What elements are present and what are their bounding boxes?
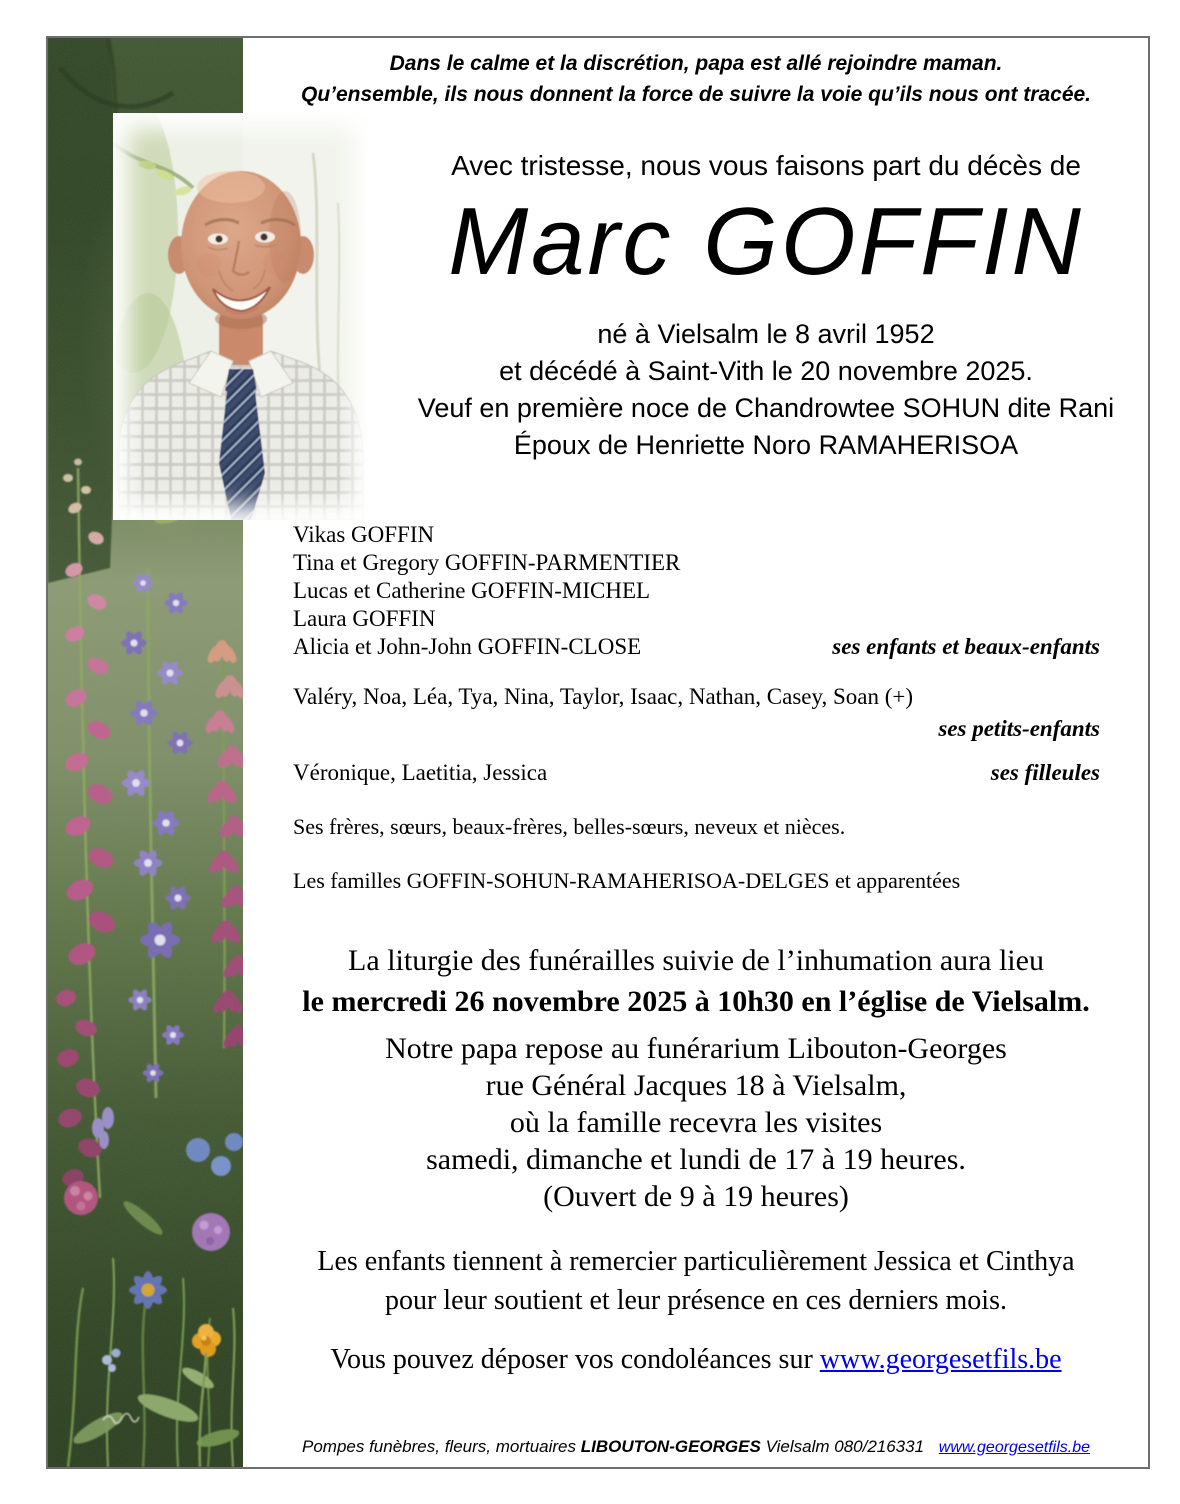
goddaughters-names: Véronique, Laetitia, Jessica	[293, 760, 548, 785]
visitation-line-3: où la famille recevra les visites	[509, 1106, 883, 1139]
grandchildren-block	[293, 684, 1100, 742]
visitation-line-4: samedi, dimanche et lundi de 17 à 19 heures.	[426, 1143, 966, 1176]
footer-line	[240, 1437, 1152, 1457]
goddaughters-block	[293, 760, 1100, 786]
child-name: Alicia et John-John GOFFIN-CLOSE	[293, 634, 642, 659]
visitation-line-2: rue Général Jacques 18 à Vielsalm,	[485, 1069, 907, 1102]
footer-link[interactable]: www.georgesetfils.be	[938, 1439, 1090, 1456]
siblings-line: Ses frères, sœurs, beaux-frères, belles-sœurs, neveux et nièces.	[293, 814, 846, 839]
birth-line: né à Vielsalm le 8 avril 1952	[597, 319, 935, 349]
children-list	[293, 521, 1100, 661]
ceremony-block	[240, 940, 1152, 1022]
list-item	[293, 633, 1100, 661]
thanks-block	[240, 1242, 1152, 1320]
spouse-line: Époux de Henriette Noro RAMAHERISOA	[513, 430, 1019, 460]
vital-dates	[380, 316, 1152, 464]
portrait-svg	[113, 113, 368, 520]
visitation-line-5: (Ouvert de 9 à 19 heures)	[543, 1180, 849, 1213]
quote-line-2: Qu’ensemble, ils nous donnent la force de suivre la voie qu’ils nous ont tracée.	[300, 83, 1092, 106]
families-line: Les familles GOFFIN-SOHUN-RAMAHERISOA-DELGES et apparentées	[293, 868, 961, 893]
grandchildren-names: Valéry, Noa, Léa, Tya, Nina, Taylor, Isaac, Nathan, Casey, Soan (+)	[293, 684, 914, 709]
thanks-line-2: pour leur soutient et leur présence en ces derniers mois.	[384, 1285, 1007, 1316]
condolences-text: Vous pouvez déposer vos condoléances sur	[330, 1344, 813, 1375]
list-item: Vikas GOFFIN	[293, 522, 435, 547]
list-item: Tina et Gregory GOFFIN-PARMENTIER	[293, 550, 681, 575]
ceremony-line-2: le mercredi 26 novembre 2025 à 10h30 en l’église de Vielsalm.	[302, 985, 1090, 1018]
death-line: et décédé à Saint-Vith le 20 novembre 2025.	[499, 356, 1033, 386]
opening-quote	[240, 48, 1152, 110]
ceremony-line-1: La liturgie des funérailles suivie de l’inhumation aura lieu	[348, 944, 1044, 977]
visitation-line-1: Notre papa repose au funérarium Libouton-Georges	[385, 1032, 1007, 1065]
footer-brand: LIBOUTON-GEORGES	[580, 1437, 761, 1456]
footer-contact: Vielsalm 080/216331	[765, 1437, 925, 1456]
grandchildren-label: ses petits-enfants	[938, 716, 1100, 741]
thanks-line-1: Les enfants tiennent à remercier particulièrement Jessica et Cinthya	[317, 1246, 1075, 1277]
goddaughters-label: ses filleules	[990, 760, 1100, 785]
list-item: Lucas et Catherine GOFFIN-MICHEL	[293, 578, 651, 603]
visitation-block	[240, 1030, 1152, 1215]
widower-line: Veuf en première noce de Chandrowtee SOHUN dite Rani	[417, 393, 1115, 423]
condolences-link[interactable]: www.georgesetfils.be	[819, 1344, 1062, 1375]
quote-line-1: Dans le calme et la discrétion, papa est allé rejoindre maman.	[389, 52, 1003, 75]
condolences-line	[240, 1344, 1152, 1376]
intro-text: Avec tristesse, nous vous faisons part du décès de	[451, 150, 1081, 181]
children-label: ses enfants et beaux-enfants	[832, 634, 1100, 659]
footer-prefix: Pompes funèbres, fleurs, mortuaires	[302, 1437, 577, 1456]
deceased-name: Marc GOFFIN	[448, 188, 1084, 295]
list-item: Laura GOFFIN	[293, 606, 436, 631]
portrait-photo	[113, 113, 368, 520]
